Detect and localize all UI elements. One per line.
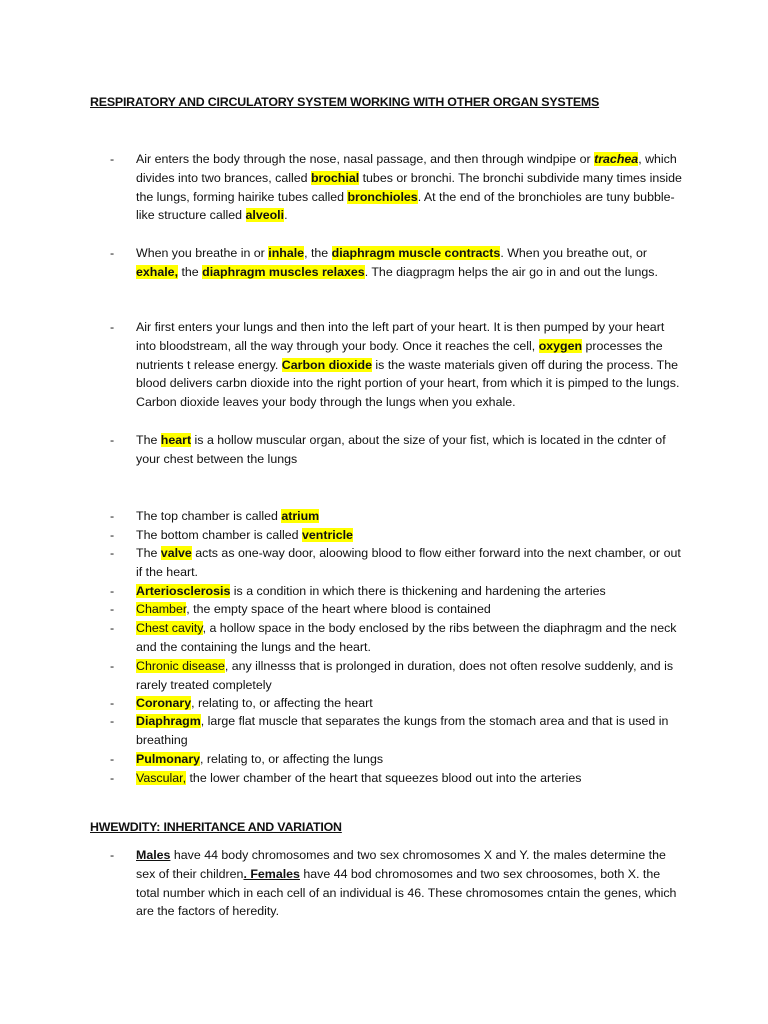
highlight-heart: heart <box>160 433 192 447</box>
bullet-dash: - <box>110 696 115 710</box>
bullet-text: Chamber, the empty space of the heart where blood is contained <box>136 602 491 616</box>
bullet-text: Vascular, the lower chamber of the heart that squeezes blood out into the arteries <box>136 771 582 785</box>
bullet-text: Chronic disease, any illnesss that is prolonged in duration, does not often resolve suddenly, and is rarely treated completely <box>136 659 674 692</box>
section-heading-respiratory: RESPIRATORY AND CIRCULATORY SYSTEM WORKING WITH OTHER ORGAN SYSTEMS <box>90 95 600 109</box>
bullet-dash: - <box>110 433 115 447</box>
highlight-valve: valve <box>160 546 192 560</box>
bullet-item-atrium <box>110 507 685 526</box>
bullet-item-diaphragm <box>110 712 685 750</box>
section-heading-heredity: HWEWDITY: INHERITANCE AND VARIATION <box>90 820 342 834</box>
bullet-text: Arteriosclerosis is a condition in which there is thickening and hardening the arteries <box>136 584 606 598</box>
highlight-arteriosclerosis: Arteriosclerosis <box>136 584 231 598</box>
bullet-dash: - <box>110 246 115 260</box>
bullet-dash: - <box>110 509 115 523</box>
bullet-text: The heart is a hollow muscular organ, about the size of your fist, which is located in the cdnter of your chest between the lungs <box>136 433 666 466</box>
bullet-text: Diaphragm, large flat muscle that separates the kungs from the stomach area and that is used in breathing <box>136 714 669 747</box>
bullet-text: Pulmonary, relating to, or affecting the lungs <box>136 752 384 766</box>
bullet-item-pulmonary <box>110 750 685 769</box>
bullet-text: Air enters the body through the nose, nasal passage, and then through windpipe or trachea, which divides into two brances, called brochial tubes or bronchi. The bronchi subdivide many times inside the lungs, forming hairike tubes called bronchioles. At the end of the bronchioles are tuny bubble-like structure called alveoli. <box>136 152 682 223</box>
bullet-item-air-enters <box>110 150 685 225</box>
highlight-diaphragm-relaxes: diaphragm muscles relaxes <box>202 264 365 279</box>
bullet-text: The valve acts as one-way door, aloowing blood to flow either forward into the next chamber, or out if the heart. <box>136 546 681 579</box>
bullet-item-chest-cavity <box>110 619 685 657</box>
highlight-inhale: inhale <box>268 246 305 260</box>
highlight-trachea: trachea <box>594 152 639 166</box>
highlight-chronic-disease: Chronic disease <box>136 659 225 673</box>
highlight-alveoli: alveoli <box>245 208 285 223</box>
bullet-item-air-lungs <box>110 318 685 412</box>
highlight-pulmonary: Pulmonary <box>136 752 201 766</box>
highlight-atrium: atrium <box>281 509 320 523</box>
bullet-text: The top chamber is called atrium <box>136 509 320 523</box>
highlight-chest-cavity: Chest cavity <box>136 621 203 635</box>
bullet-dash: - <box>110 771 115 785</box>
bullet-item-chromosomes <box>110 846 685 921</box>
bullet-item-chamber <box>110 600 685 619</box>
bullet-text: Males have 44 body chromosomes and two sex chromosomes X and Y. the males determine the sex of their children. Females have 44 bod chromosomes and two sex chroosomes, both X. the total number which in each cell of an individual is 46. These chromosomes cntain the genes, which are the factors of heredity. <box>136 848 677 919</box>
highlight-diaphragm-contracts: diaphragm muscle contracts <box>331 246 501 260</box>
bullet-dash: - <box>110 584 115 598</box>
bullet-text: Air first enters your lungs and then into the left part of your heart. It is then pumped by your heart into bloodstream, all the way through your body. Once it reaches the cell, oxygen processes the nutrients t release energy. Carbon dioxide is the waste materials given off during the process. The blood delivers carbn dioxide into the right portion of your heart, from which it is pimped to the lungs. Carbon dioxide leaves your body through the lungs when you exhale. <box>136 320 680 410</box>
bullet-item-coronary <box>110 694 685 713</box>
bullet-dash: - <box>110 546 115 560</box>
bullet-item-ventricle <box>110 526 685 545</box>
bullet-text: Chest cavity, a hollow space in the body enclosed by the ribs between the diaphragm and the neck and the containing the lungs and the heart. <box>136 621 677 654</box>
highlight-coronary: Coronary <box>136 696 192 710</box>
bullet-item-valve <box>110 544 685 582</box>
bullet-text: Coronary, relating to, or affecting the heart <box>136 696 373 710</box>
bullet-dash: - <box>110 528 115 542</box>
highlight-bronchioles: bronchioles <box>347 189 418 204</box>
bullet-dash: - <box>110 152 115 166</box>
highlight-ventricle: ventricle <box>301 528 353 542</box>
bullet-item-breathe <box>110 244 685 282</box>
highlight-oxygen: oxygen <box>538 338 583 353</box>
highlight-chamber: Chamber <box>136 602 187 616</box>
bullet-dash: - <box>110 602 115 616</box>
bullet-dash: - <box>110 320 115 334</box>
highlight-diaphragm: Diaphragm <box>136 714 201 728</box>
term-males: Males <box>136 848 171 862</box>
bullet-dash: - <box>110 621 115 635</box>
bullet-item-chronic-disease <box>110 657 685 695</box>
bullet-item-vascular <box>110 769 685 788</box>
bullet-item-arteriosclerosis <box>110 582 685 601</box>
bullet-dash: - <box>110 659 115 673</box>
highlight-brochial: brochial <box>310 170 360 185</box>
term-females: . Females <box>243 866 300 881</box>
bullet-dash: - <box>110 714 115 728</box>
bullet-text: The bottom chamber is called ventricle <box>136 528 353 542</box>
highlight-carbon-dioxide: Carbon dioxide <box>281 357 372 372</box>
bullet-dash: - <box>110 752 115 766</box>
bullet-dash: - <box>110 848 115 862</box>
bullet-text: When you breathe in or inhale, the diaphragm muscle contracts. When you breathe out, or exhale, the diaphragm muscles relaxes. The diagpragm helps the air go in and out the lungs. <box>136 246 658 279</box>
highlight-exhale: exhale, <box>136 264 179 279</box>
highlight-vascular: Vascular, <box>136 771 187 785</box>
bullet-item-heart <box>110 431 685 469</box>
